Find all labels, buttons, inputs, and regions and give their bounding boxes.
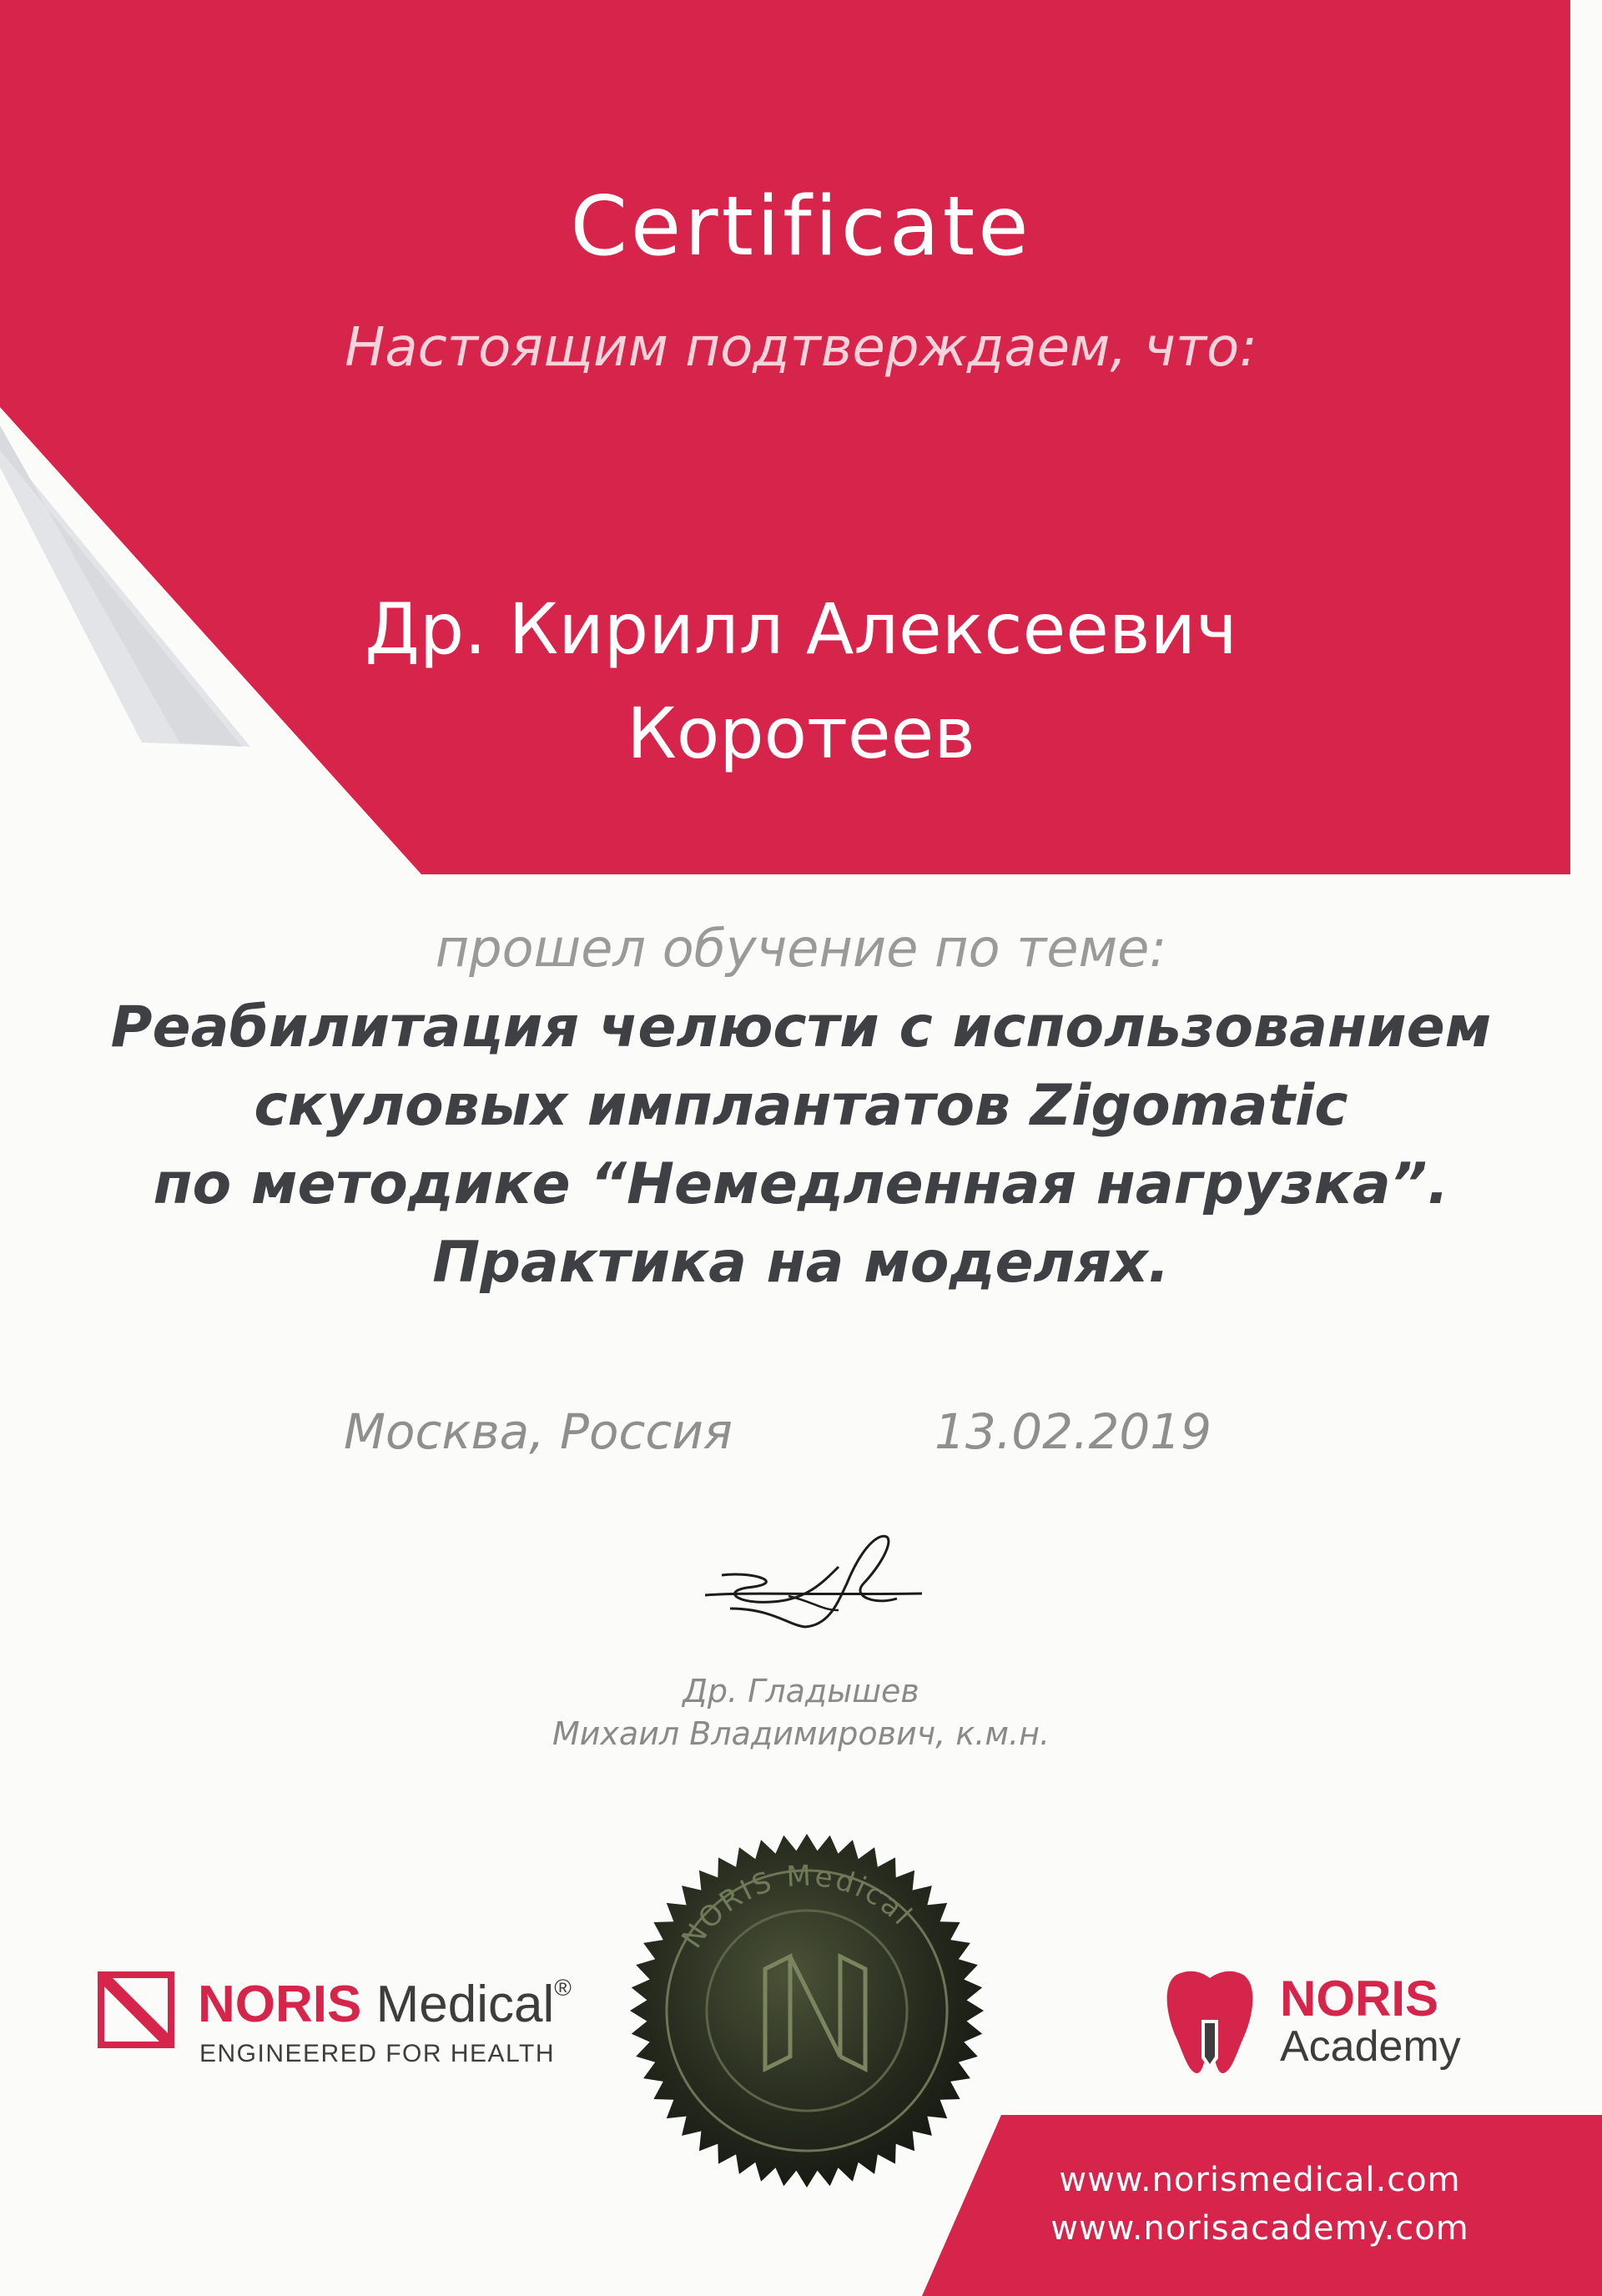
signature-icon: [697, 1525, 930, 1634]
signer-name-line1: Др. Гладышев: [683, 1673, 919, 1709]
event-place: Москва, Россия: [344, 1403, 733, 1460]
noris-medical-tagline: ENGINEERED FOR HEALTH: [199, 2040, 555, 2067]
certificate-title: Certificate: [570, 179, 1032, 274]
seal-text: NORIS Medical: [675, 1859, 920, 1955]
noris-academy-brand: NORIS: [1280, 1971, 1439, 2027]
recipient-name-line2: Коротеев: [627, 692, 975, 774]
course-topic-line: по методике “Немедленная нагрузка”.: [153, 1151, 1449, 1217]
event-date: 13.02.2019: [934, 1403, 1212, 1460]
recipient-name-line1: Др. Кирилл Алексеевич: [365, 588, 1237, 670]
course-topic-line: Реабилитация челюсти с использованием: [110, 994, 1492, 1060]
seal-icon: [627, 1831, 986, 2190]
noris-medical-wordmark: NORIS Medical®: [198, 1975, 572, 2033]
noris-academy-word: Academy: [1280, 2022, 1461, 2071]
certificate-subtitle: Настоящим подтверждаем, что:: [345, 317, 1257, 379]
course-topic-line: Практика на моделях.: [432, 1230, 1170, 1296]
tooth-pencil-icon: [1160, 1965, 1260, 2082]
noris-medical-mark-icon: [98, 1971, 174, 2048]
course-topic-line: скуловых имплантатов Zigomatic: [254, 1073, 1348, 1139]
website-link-norismedical[interactable]: www.norismedical.com: [1059, 2161, 1461, 2199]
passed-training-label: прошел обучение по теме:: [435, 918, 1167, 979]
website-link-norisacademy[interactable]: www.norisacademy.com: [1050, 2209, 1469, 2248]
noris-medical-logo: [98, 1956, 598, 2073]
signer-name-line2: Михаил Владимирович, к.м.н.: [552, 1715, 1050, 1752]
noris-academy-logo: [1160, 1965, 1510, 2090]
course-topic: [0, 989, 1602, 1302]
